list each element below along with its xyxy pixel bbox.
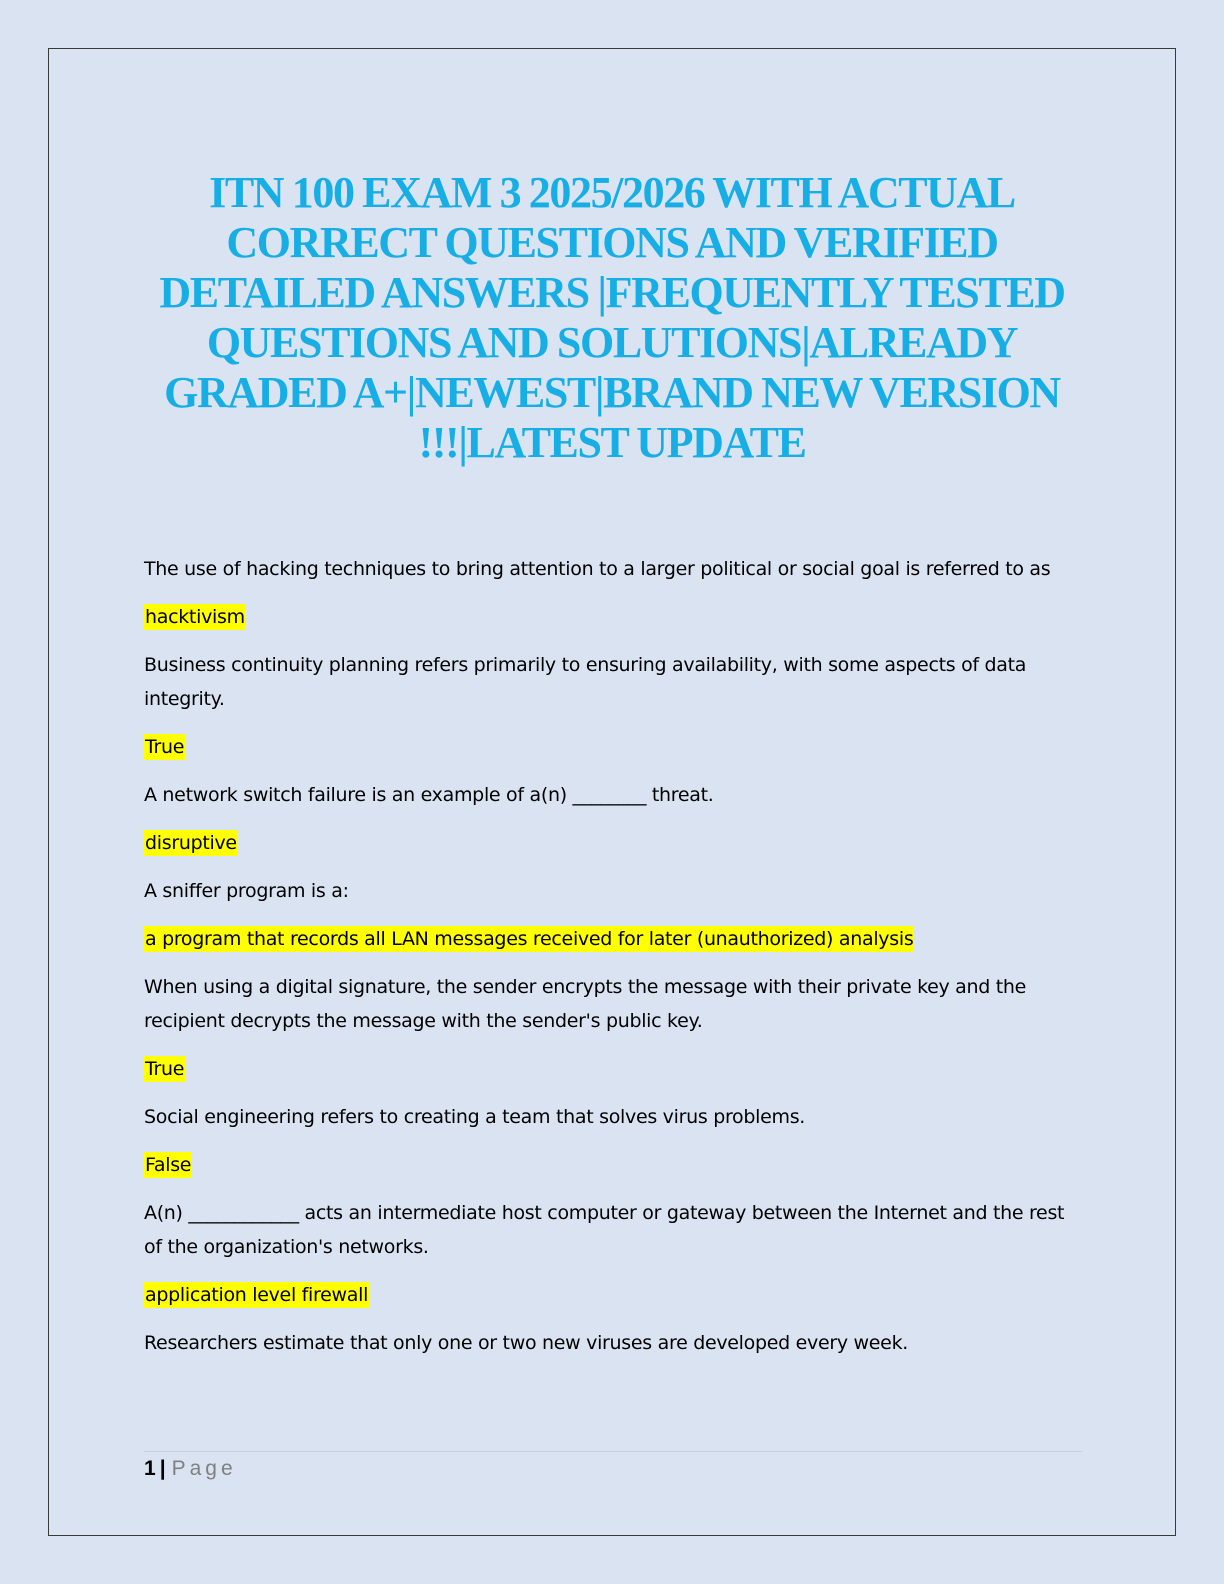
answer-line bbox=[144, 1052, 1084, 1086]
answer-highlight: disruptive bbox=[145, 832, 237, 854]
answer-line bbox=[144, 600, 1084, 634]
answer-highlight: False bbox=[145, 1154, 192, 1176]
answer-line bbox=[144, 922, 1084, 956]
question-text: A sniffer program is a: bbox=[144, 880, 349, 902]
answer-line bbox=[144, 1148, 1084, 1182]
question-text: The use of hacking techniques to bring attention to a larger political or social goal is referred to as bbox=[144, 558, 1051, 580]
answer-line bbox=[144, 1278, 1084, 1312]
footer-separator: | bbox=[159, 1457, 166, 1480]
page-number: 1 bbox=[144, 1457, 156, 1480]
question-text: Social engineering refers to creating a team that solves virus problems. bbox=[144, 1106, 806, 1128]
page-footer bbox=[144, 1454, 237, 1484]
question-text: A network switch failure is an example of a(n) ________ threat. bbox=[144, 784, 714, 806]
answer-highlight: application level firewall bbox=[145, 1284, 369, 1306]
question-text: A(n) ____________ acts an intermediate host computer or gateway between the Internet and the rest of the organization's networks. bbox=[144, 1202, 1065, 1258]
answer-line bbox=[144, 730, 1084, 764]
question-text: When using a digital signature, the sender encrypts the message with their private key and the recipient decrypts the message with the sender's public key. bbox=[144, 976, 1027, 1032]
qa-list bbox=[144, 552, 1084, 1374]
answer-highlight: True bbox=[145, 736, 185, 758]
answer-highlight: True bbox=[145, 1058, 185, 1080]
question-text: Researchers estimate that only one or two new viruses are developed every week. bbox=[144, 1332, 909, 1354]
answer-line bbox=[144, 826, 1084, 860]
document-title: ITN 100 EXAM 3 2025/2026 WITH ACTUAL CORRECT QUESTIONS AND VERIFIED DETAILED ANSWERS |FREQUENTLY TESTED QUESTIONS AND SOLUTIONS|ALREADY GRADED A+|NEWEST|BRAND NEW VERSION !!!|LATEST UPDATE bbox=[159, 168, 1065, 467]
question-text: Business continuity planning refers primarily to ensuring availability, with some aspects of data integrity. bbox=[144, 654, 1027, 710]
answer-highlight: hacktivism bbox=[145, 606, 245, 628]
footer-divider bbox=[144, 1451, 1082, 1452]
answer-highlight: a program that records all LAN messages received for later (unauthorized) analysis bbox=[145, 928, 914, 950]
page-label: Page bbox=[171, 1457, 237, 1480]
